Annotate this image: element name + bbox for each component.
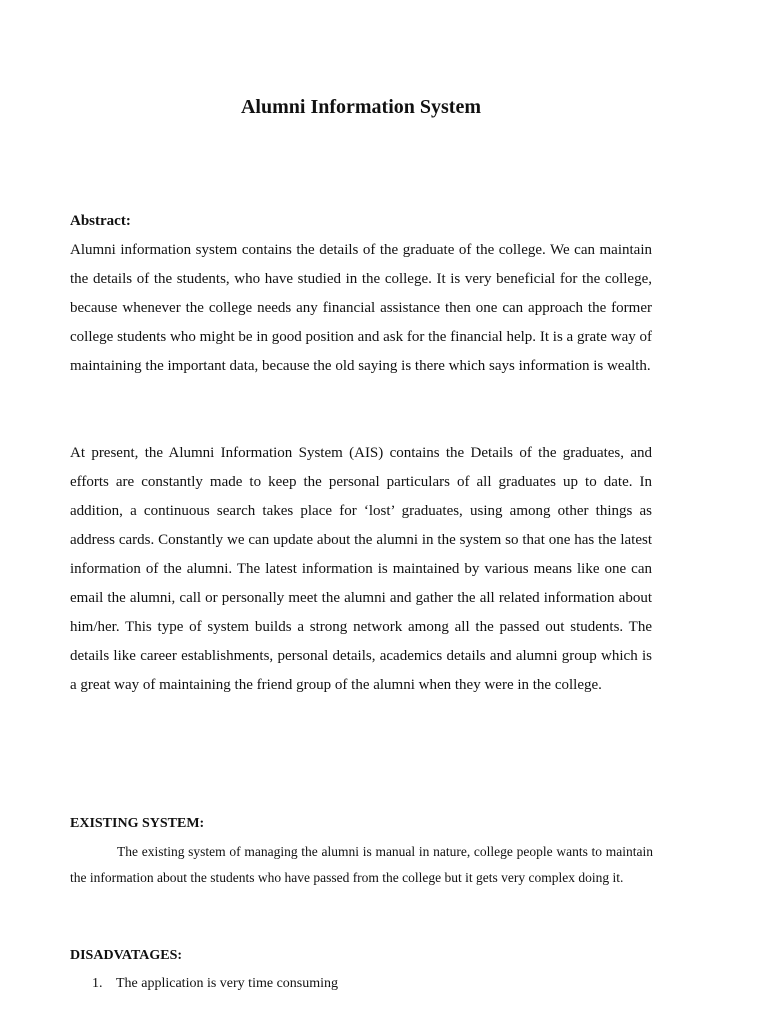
list-item-number: 1. [92, 976, 103, 991]
document-title: Alumni Information System [240, 96, 481, 118]
list-item [92, 973, 338, 995]
list-item-text: The application is very time consuming [116, 976, 339, 991]
abstract-paragraph-2: At present, the Alumni Information System (AIS) contains the Details of the graduates, and efforts are constantly made to keep the personal particulars of all graduates up to date. In addition, a continuous search takes place for ‘lost’ graduates, using among other things as address cards. Constantly we can update about the alumni in the system so that one has the latest information of the alumni. The latest information is maintained by various means like one can email the alumni, call or personally meet the alumni and gather the all related information about him/her. This type of system builds a strong network among all the passed out students. The details like career establishments, personal details, academics details and alumni group which is a great way of maintaining the friend group of the alumni when they were in the college. [70, 445, 652, 693]
existing-system-heading: EXISTING SYSTEM: [70, 816, 205, 831]
disadvantages-heading: DISADVATAGES: [70, 948, 183, 963]
abstract-paragraph-1: Alumni information system contains the details of the graduate of the college. We can maintain the details of the students, who have studied in the college. It is very beneficial for the college, because whenever the college needs any financial assistance then one can approach the former college students who might be in good position and ask for the financial help. It is a grate way of maintaining the important data, because the old saying is there which says information is wealth. [70, 242, 652, 374]
abstract-heading: Abstract: [70, 213, 131, 229]
disadvantages-list [92, 973, 338, 995]
existing-system-paragraph: The existing system of managing the alumni is manual in nature, college people wants to maintain the information about the students who have passed from the college but it gets very complex doing it. [70, 844, 653, 885]
